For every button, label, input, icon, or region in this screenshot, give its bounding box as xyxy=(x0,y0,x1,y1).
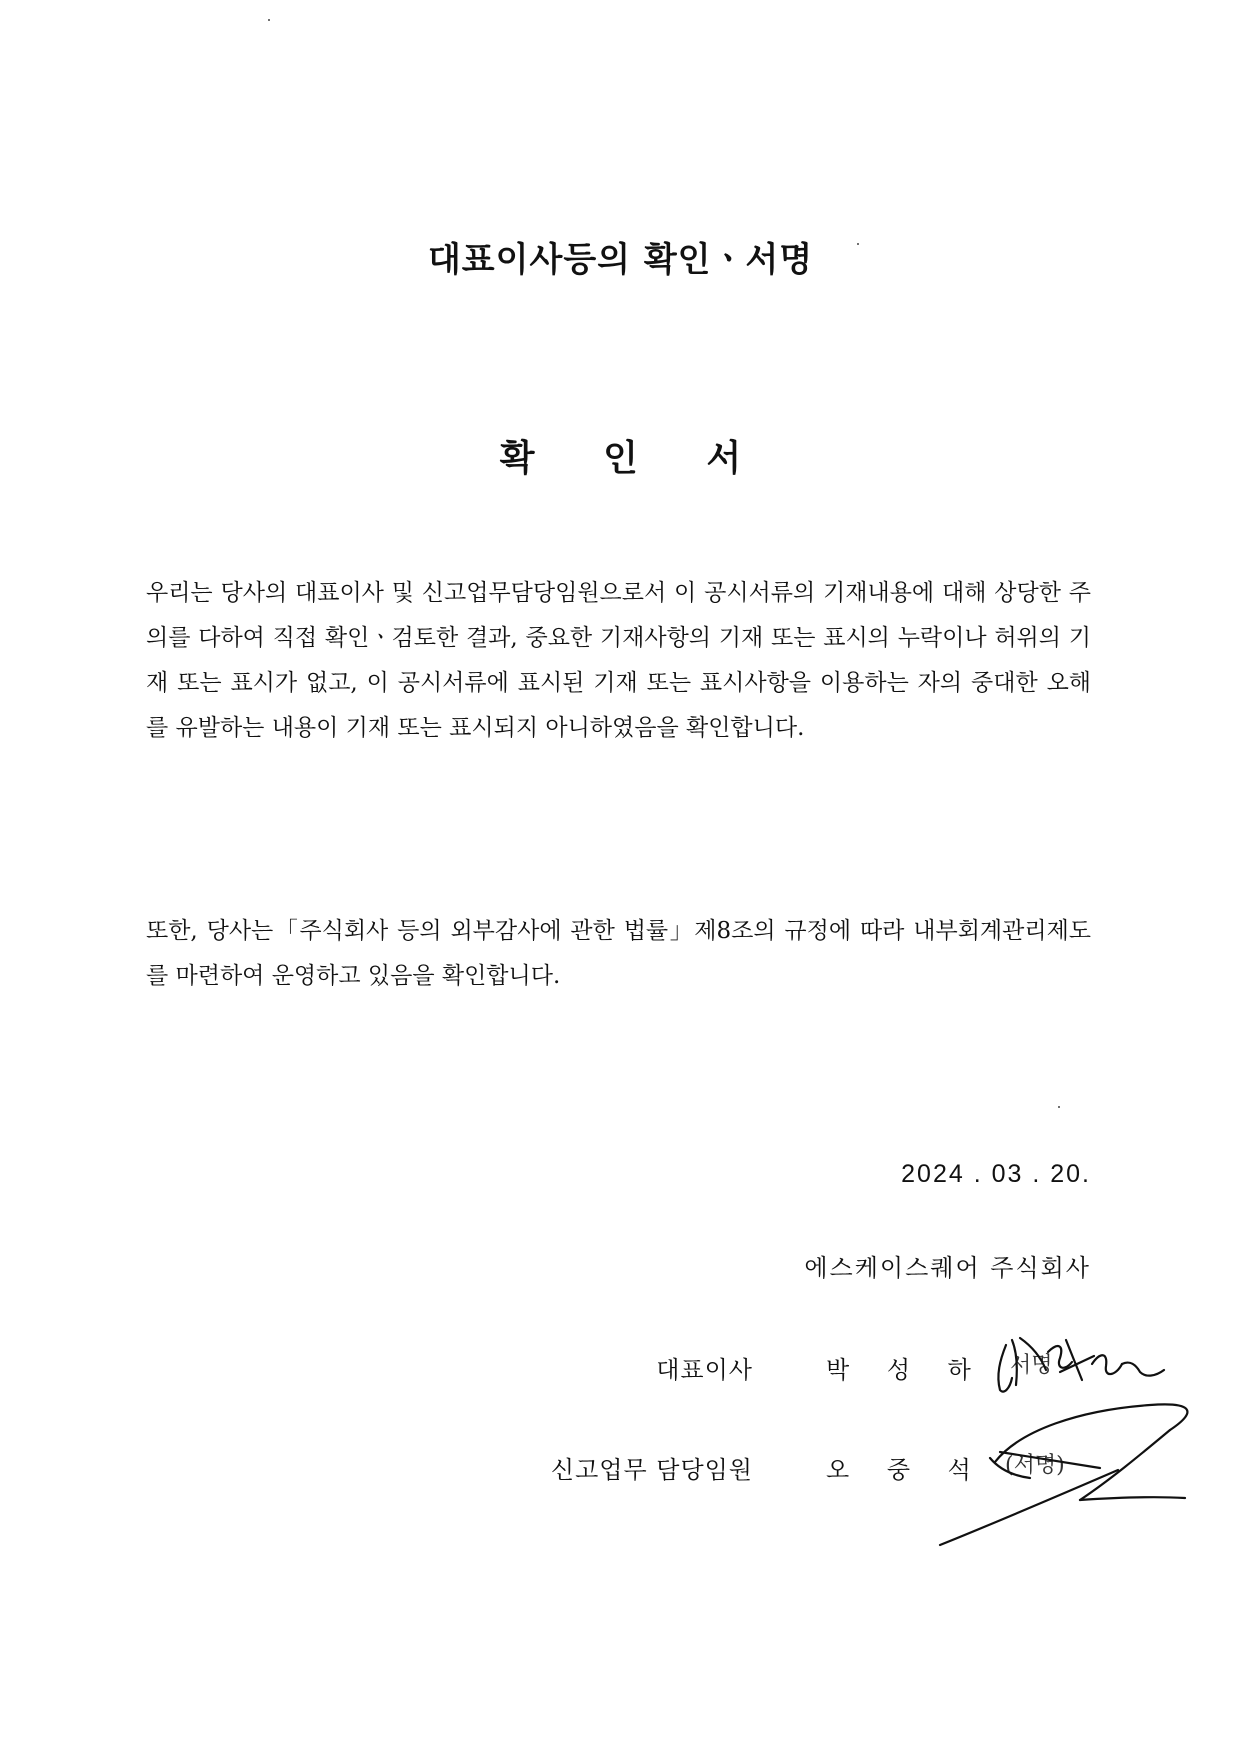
confirmation-paragraph: 우리는 당사의 대표이사 및 신고업무담당임원으로서 이 공시서류의 기재내용에 대해 상당한 주의를 다하여 직접 확인ㆍ검토한 결과, 중요한 기재사항의 기재 또는 표시의 누락이나 허위의 기재 또는 표시가 없고, 이 공시서류에 표시된 기재 또는 표시사항을 이용하는 자의 중대한 오해를 유발하는 내용이 기재 또는 표시되지 아니하였음을 확인합니다. xyxy=(146,580,1091,741)
reporting-officer-sign-mark: (서명) xyxy=(1005,1453,1065,1478)
ceo-sign-mark: 서명 xyxy=(1010,1353,1053,1378)
document-heading: 대표이사등의 확인ㆍ서명 xyxy=(427,240,814,280)
scan-speck xyxy=(1058,1106,1060,1108)
reporting-officer-name: 오 중 석 xyxy=(826,1456,986,1484)
internal-control-paragraph: 또한, 당사는「주식회사 등의 외부감사에 관한 법률」제8조의 규정에 따라 내부회계관리제도를 마련하여 운영하고 있음을 확인합니다. xyxy=(146,918,1091,989)
ceo-role-label: 대표이사 xyxy=(656,1356,753,1384)
ceo-name: 박 성 하 xyxy=(826,1356,986,1384)
company-name: 에스케이스퀘어 주식회사 xyxy=(804,1254,1091,1282)
scan-speck xyxy=(268,19,270,21)
reporting-officer-role-label: 신고업무 담당임원 xyxy=(550,1456,753,1484)
document-subtitle: 확 인 서 xyxy=(499,438,770,479)
document-date: 2024 . 03 . 20. xyxy=(901,1160,1091,1188)
